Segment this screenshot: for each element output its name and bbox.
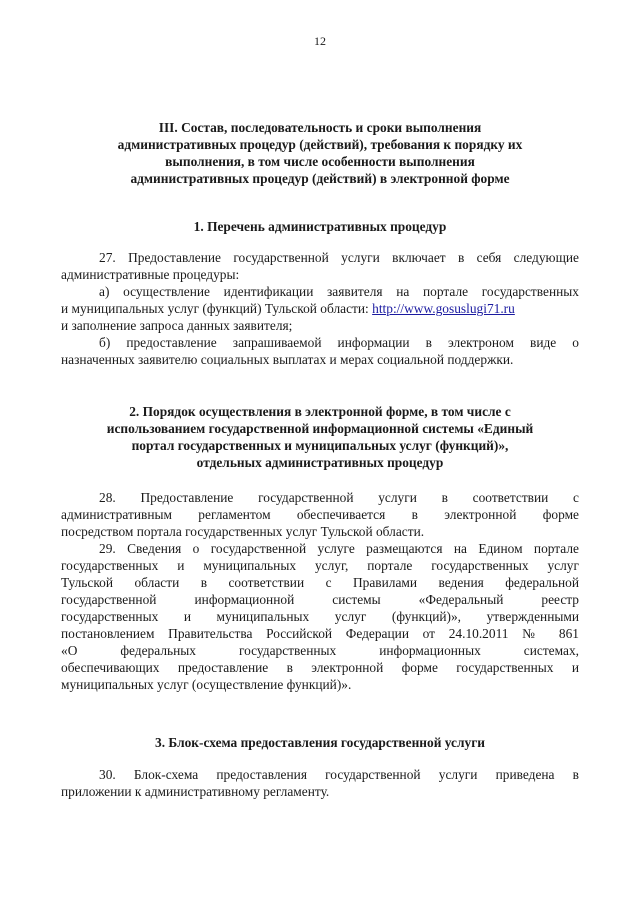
paragraph-29-line: государственной информационной системы «Федеральный реестр: [61, 592, 579, 607]
gosuslugi-link[interactable]: http://www.gosuslugi71.ru: [372, 301, 515, 316]
subsection-2-heading-line: 2. Порядок осуществления в электронной форме, в том числе с: [129, 404, 511, 419]
page-number: 12: [314, 34, 326, 48]
paragraph-27b-line: назначенных заявителю социальных выплатах и мерах социальной поддержки.: [61, 352, 514, 367]
paragraph-29-line: государственных и муниципальных услуг (функций)», утвержденными: [61, 609, 579, 624]
paragraph-27-line: административные процедуры:: [61, 267, 240, 282]
paragraph-29-line: Тульской области в соответствии с Правилами ведения федеральной: [61, 575, 579, 590]
section-heading-line: III. Состав, последовательность и сроки выполнения: [158, 120, 482, 135]
paragraph-29-line: муниципальных услуг (осуществление функций)».: [61, 677, 352, 692]
paragraph-27a-line: а) осуществление идентификации заявителя на портале государственных: [99, 284, 579, 299]
paragraph-30-line: 30. Блок-схема предоставления государственной услуги приведена в: [99, 767, 579, 782]
paragraph-29-line: обеспечивающих предоставление в электронной форме государственных и: [61, 660, 579, 675]
paragraph-28-line: посредством портала государственных услуг Тульской области.: [61, 524, 425, 539]
paragraph-28-line: 28. Предоставление государственной услуги в соответствии с: [99, 490, 579, 505]
paragraph-29-line: постановлением Правительства Российской Федерации от 24.10.2011 № 861: [61, 626, 579, 641]
subsection-2-heading-line: отдельных административных процедур: [196, 455, 444, 470]
section-heading-line: административных процедур (действий) в электронной форме: [130, 171, 510, 186]
section-heading-line: выполнения, в том числе особенности выполнения: [165, 154, 475, 169]
paragraph-27a-line: [61, 301, 579, 317]
paragraph-27a-line: и заполнение запроса данных заявителя;: [61, 318, 293, 333]
paragraph-29-line: «О федеральных государственных информационных системах,: [61, 643, 579, 658]
subsection-1-heading: 1. Перечень административных процедур: [193, 219, 447, 234]
paragraph-27a-text: и муниципальных услуг (функций) Тульской области:: [61, 301, 373, 316]
paragraph-28-line: административным регламентом обеспечивается в электронной форме: [61, 507, 579, 522]
subsection-2-heading-line: использованием государственной информационной системы «Единый: [106, 421, 534, 436]
paragraph-27b-line: б) предоставление запрашиваемой информации в электроном виде о: [99, 335, 579, 350]
subsection-3-heading: 3. Блок-схема предоставления государственной услуги: [155, 735, 485, 750]
paragraph-30-line: приложении к административному регламенту.: [61, 784, 330, 799]
subsection-2-heading-line: портал государственных и муниципальных услуг (функций)»,: [131, 438, 509, 453]
paragraph-29-line: государственных и муниципальных услуг, портале государственных услуг: [61, 558, 579, 573]
section-heading-line: административных процедур (действий), требования к порядку их: [117, 137, 523, 152]
paragraph-29-line: 29. Сведения о государственной услуге размещаются на Едином портале: [99, 541, 579, 556]
paragraph-27-line: 27. Предоставление государственной услуги включает в себя следующие: [99, 250, 579, 265]
